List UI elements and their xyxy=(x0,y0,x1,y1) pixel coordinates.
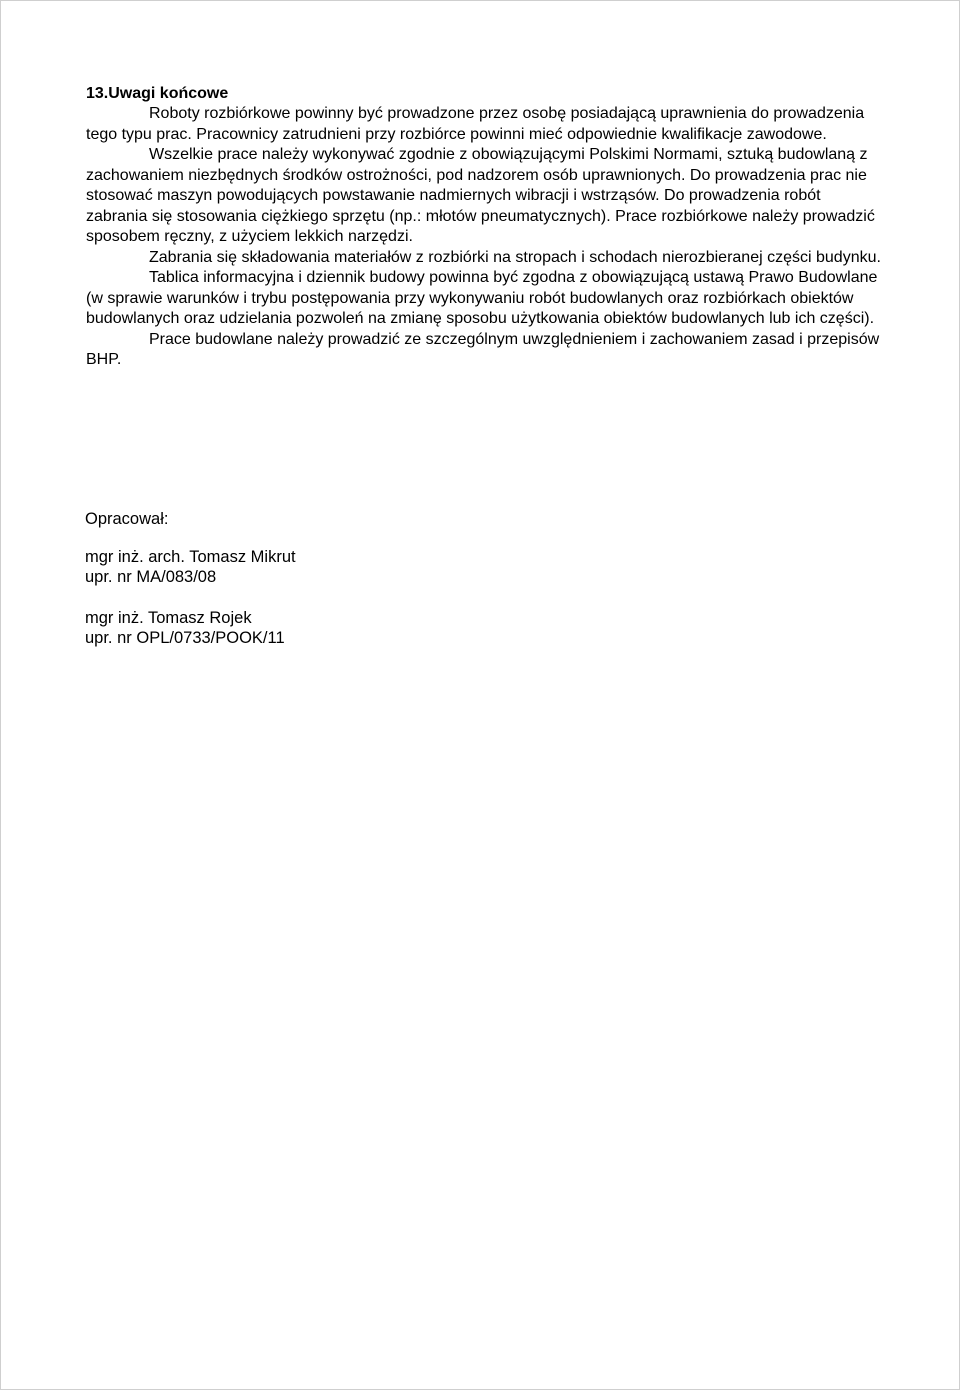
prepared-by-block xyxy=(85,509,685,529)
author-signature xyxy=(85,608,685,648)
author-license: upr. nr MA/083/08 xyxy=(85,568,217,586)
author-license: upr. nr OPL/0733/POOK/11 xyxy=(85,629,285,647)
author-name: mgr inż. arch. Tomasz Mikrut xyxy=(85,548,296,566)
section-heading: 13.Uwagi końcowe xyxy=(86,85,229,102)
paragraph-safety-rules: Prace budowlane należy prowadzić ze szczególnym uwzględnieniem i zachowaniem zasad i przepisów BHP. xyxy=(86,330,880,368)
paragraph-info-board: Tablica informacyjna i dziennik budowy powinna być zgodna z obowiązującą ustawą Prawo Budowlane (w sprawie warunków i trybu postępowania przy wykonywaniu robót budowlanych oraz rozbiórkach obiektów budowlanych oraz udzielania pozwoleń na zmianę sposobu użytkowania obiektów budowlanych lub ich części). xyxy=(86,269,878,327)
paragraph-storage-ban: Zabrania się składowania materiałów z rozbiórki na stropach i schodach nierozbieranej części budynku. xyxy=(149,248,881,266)
paragraph-demolition-staff: Roboty rozbiórkowe powinny być prowadzone przez osobę posiadającą uprawnienia do prowadzenia tego typu prac. Pracownicy zatrudnieni przy rozbiórce powinni mieć odpowiednie kwalifikacje zawodowe. xyxy=(86,105,865,143)
paragraph-work-standards: Wszelkie prace należy wykonywać zgodnie z obowiązującymi Polskimi Normami, sztuką budowlaną z zachowaniem niezbędnych środków ostrożności, pod nadzorem osób uprawnionych. Do prowadzenia prac nie stosować maszyn powodujących powstawanie nadmiernych wibracji i wstrząsów. Do prowadzenia robót zabrania się stosowania ciężkiego sprzętu (np.: młotów pneumatycznych). Prace rozbiórkowe należy prowadzić sposobem ręczny, z użyciem lekkich narzędzi. xyxy=(86,146,875,245)
prepared-by-label: Opracował: xyxy=(85,510,169,528)
author-signature xyxy=(85,547,685,587)
section-final-remarks xyxy=(86,84,881,371)
author-name: mgr inż. Tomasz Rojek xyxy=(85,609,252,627)
